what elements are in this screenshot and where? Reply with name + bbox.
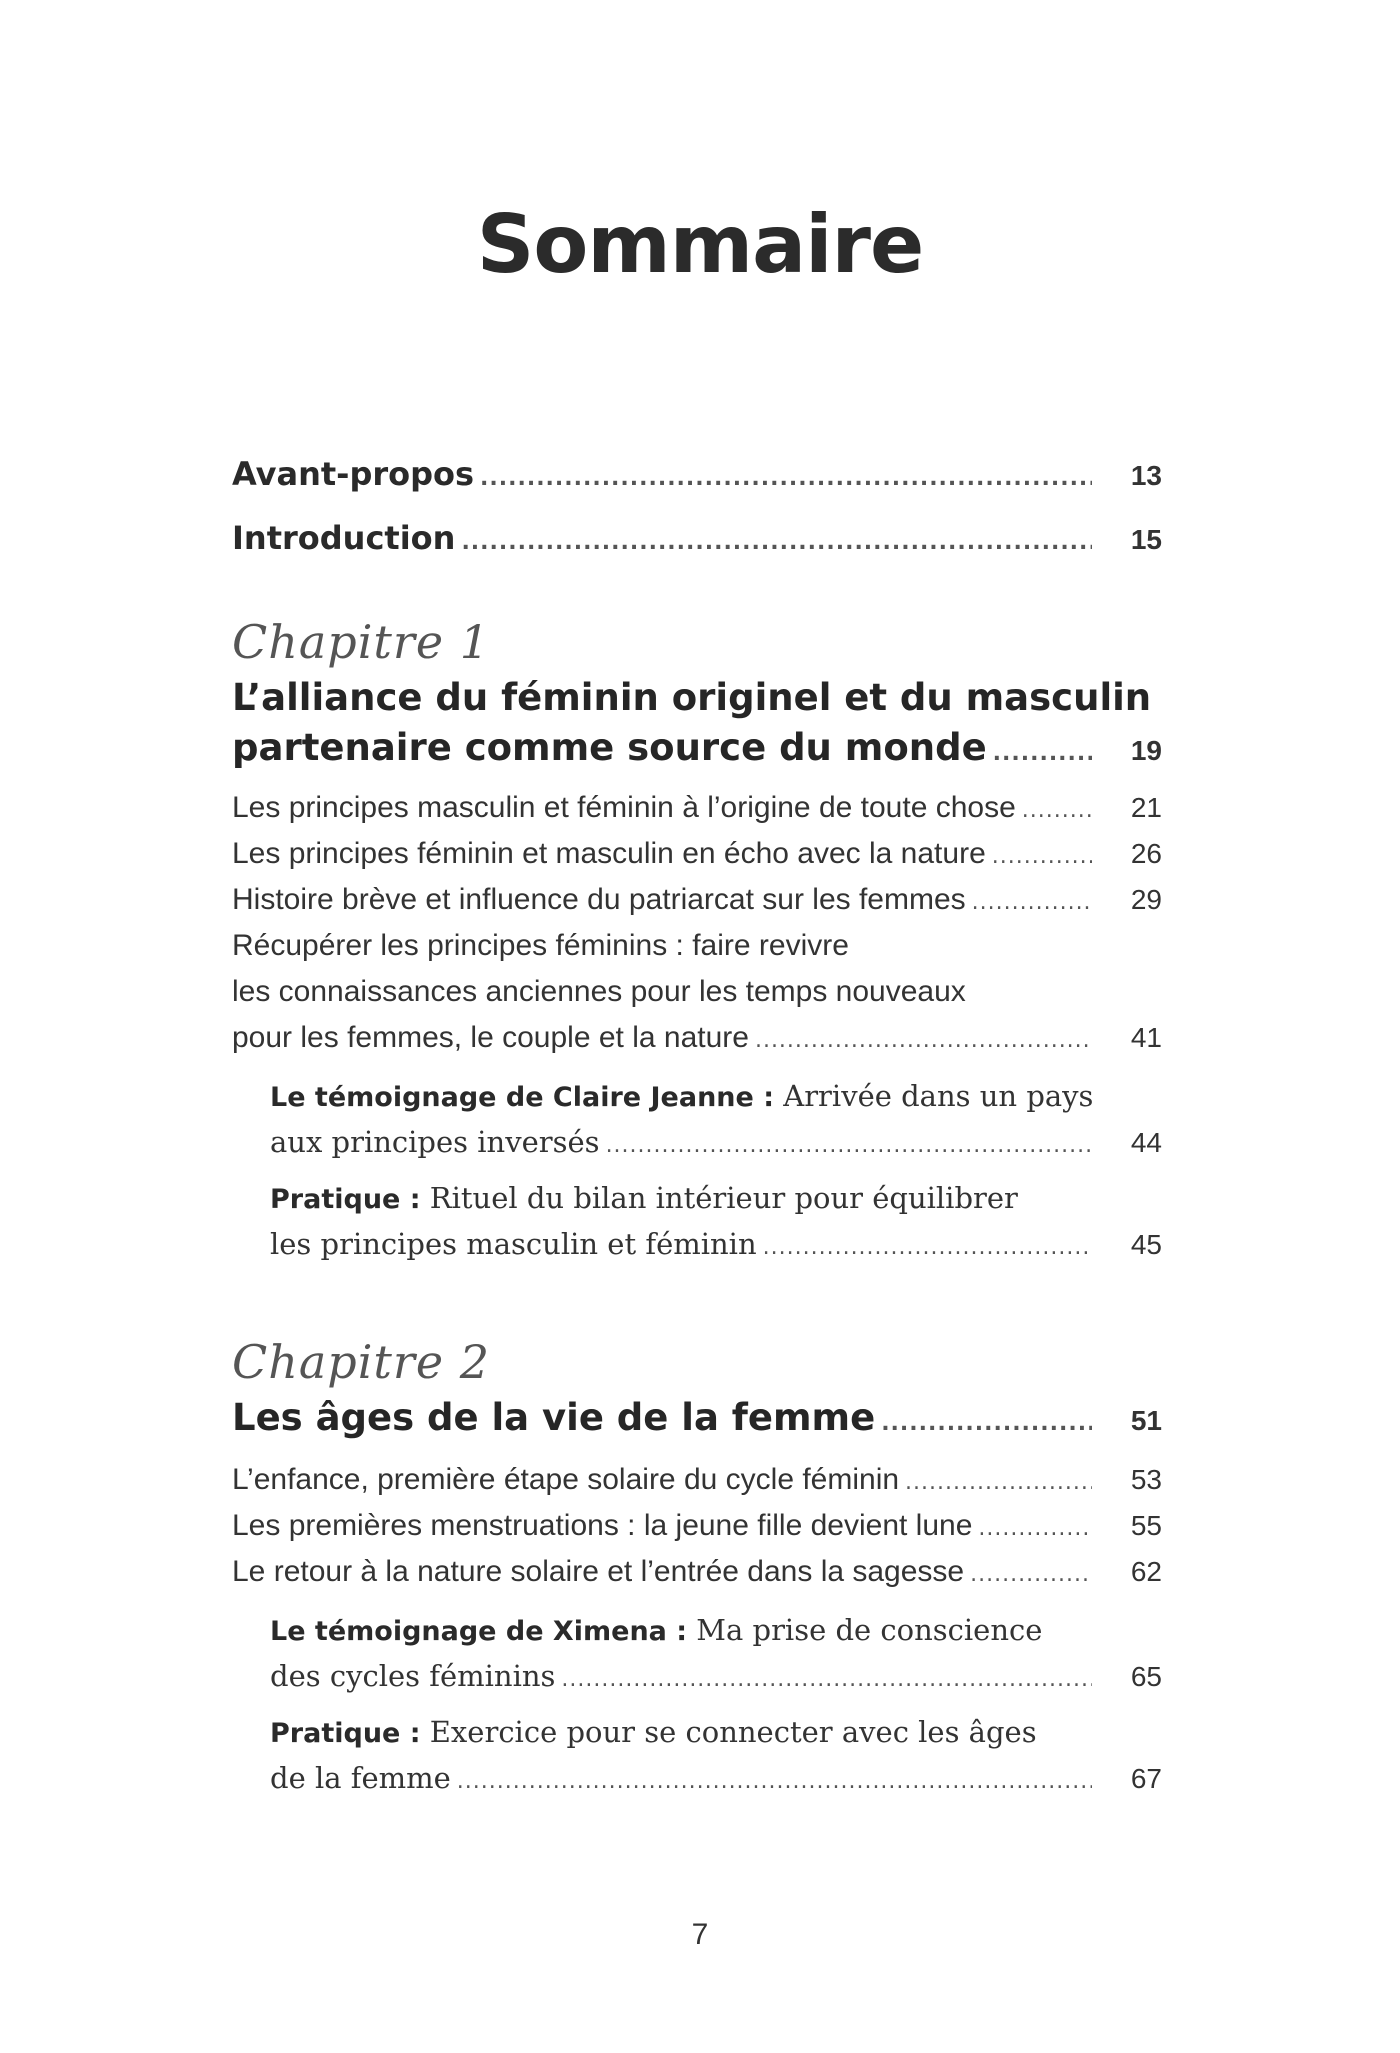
testimony-entry[interactable] <box>232 1607 1162 1699</box>
page-number: 7 <box>691 1918 709 1951</box>
dot-leader <box>993 729 1092 779</box>
toc-entry-avant-propos[interactable] <box>232 455 1162 519</box>
toc-page-number: 26 <box>1130 838 1162 869</box>
toc-entry-label: Avant-propos <box>232 455 475 493</box>
dot-leader <box>972 880 1092 926</box>
toc-page-number: 13 <box>1130 460 1162 491</box>
practice-title-line: de la femme <box>270 1761 451 1795</box>
testimony-title-line: Ma prise de conscience <box>696 1613 1043 1647</box>
dot-leader <box>755 1018 1092 1064</box>
toc-entry-introduction[interactable] <box>232 519 1162 583</box>
toc-page-number: 55 <box>1130 1510 1162 1541</box>
section-title: Les principes masculin et féminin à l’origine de toute chose <box>232 791 1016 824</box>
toc-page-number: 65 <box>1130 1661 1162 1692</box>
testimony-title-line: des cycles féminins <box>270 1659 556 1693</box>
chapter-title-line: Les âges de la vie de la femme <box>232 1396 876 1439</box>
toc-page-number: 21 <box>1130 792 1162 823</box>
toc-page-number: 62 <box>1130 1556 1162 1587</box>
practice-entry[interactable] <box>232 1709 1162 1801</box>
toc-page-number: 15 <box>1130 524 1162 555</box>
chapter-title-line: partenaire comme source du monde <box>232 726 987 769</box>
section-title: Les principes féminin et masculin en écho avec la nature <box>232 837 986 870</box>
toc-page-number: 45 <box>1130 1229 1162 1260</box>
practice-label: Pratique : <box>270 1718 421 1749</box>
section-list <box>232 1457 1162 1595</box>
toc-page-number: 67 <box>1130 1763 1162 1794</box>
dot-leader <box>970 1552 1092 1598</box>
dot-leader <box>978 1506 1092 1552</box>
chapter-title[interactable] <box>232 673 1162 773</box>
dot-leader <box>561 1657 1092 1703</box>
toc-page-number: 53 <box>1130 1464 1162 1495</box>
toc-section[interactable] <box>232 1457 1162 1503</box>
dot-leader <box>480 466 1092 491</box>
toc-page-number: 19 <box>1130 735 1162 766</box>
toc-section[interactable] <box>232 923 1162 1061</box>
practice-entry[interactable] <box>232 1175 1162 1267</box>
practice-title-line: les principes masculin et féminin <box>270 1227 757 1261</box>
toc-page-number: 51 <box>1130 1405 1162 1436</box>
toc-section[interactable] <box>232 1549 1162 1595</box>
section-list <box>232 785 1162 1061</box>
toc-section[interactable] <box>232 877 1162 923</box>
dot-leader <box>992 834 1092 880</box>
section-title: Histoire brève et influence du patriarcat sur les femmes <box>232 883 966 916</box>
chapter-label: Chapitre 2 <box>232 1335 490 1389</box>
practice-title-line: Exercice pour se connecter avec les âges <box>429 1715 1037 1749</box>
section-title-line: Récupérer les principes féminins : faire revivre <box>232 929 849 962</box>
dot-leader <box>881 1399 1092 1449</box>
dot-leader <box>905 1460 1092 1506</box>
toc-page-number: 29 <box>1130 884 1162 915</box>
section-title: Les premières menstruations : la jeune fille devient lune <box>232 1509 973 1542</box>
testimony-entry[interactable] <box>232 1073 1162 1165</box>
dot-leader <box>763 1225 1092 1271</box>
toc-page-number: 41 <box>1130 1022 1162 1053</box>
section-title-line: pour les femmes, le couple et la nature <box>232 1021 749 1054</box>
dot-leader <box>457 1759 1092 1805</box>
testimony-title-line: aux principes inversés <box>270 1125 600 1159</box>
section-title: Le retour à la nature solaire et l’entrée dans la sagesse <box>232 1555 965 1588</box>
toc-entry-label: Introduction <box>232 519 456 557</box>
section-title: L’enfance, première étape solaire du cycle féminin <box>232 1463 900 1496</box>
toc-page-number: 44 <box>1130 1127 1162 1158</box>
page-title: Sommaire <box>476 198 924 291</box>
chapter-2 <box>232 1331 1162 1801</box>
testimony-label: Le témoignage de Claire Jeanne : <box>270 1082 775 1113</box>
testimony-label: Le témoignage de Ximena : <box>270 1616 688 1647</box>
testimony-title-line: Arrivée dans un pays <box>783 1079 1094 1113</box>
dot-leader <box>1022 788 1092 834</box>
section-title-line: les connaissances anciennes pour les temps nouveaux <box>232 975 966 1008</box>
table-of-contents <box>232 455 1162 1801</box>
dot-leader <box>606 1123 1092 1169</box>
dot-leader <box>461 530 1092 555</box>
toc-section[interactable] <box>232 831 1162 877</box>
chapter-title[interactable] <box>232 1393 1162 1443</box>
practice-label: Pratique : <box>270 1184 421 1215</box>
chapter-1 <box>232 611 1162 1267</box>
toc-section[interactable] <box>232 1503 1162 1549</box>
chapter-title-line: L’alliance du féminin originel et du masculin <box>232 676 1152 719</box>
chapter-label: Chapitre 1 <box>232 615 490 669</box>
toc-section[interactable] <box>232 785 1162 831</box>
practice-title-line: Rituel du bilan intérieur pour équilibrer <box>429 1181 1018 1215</box>
